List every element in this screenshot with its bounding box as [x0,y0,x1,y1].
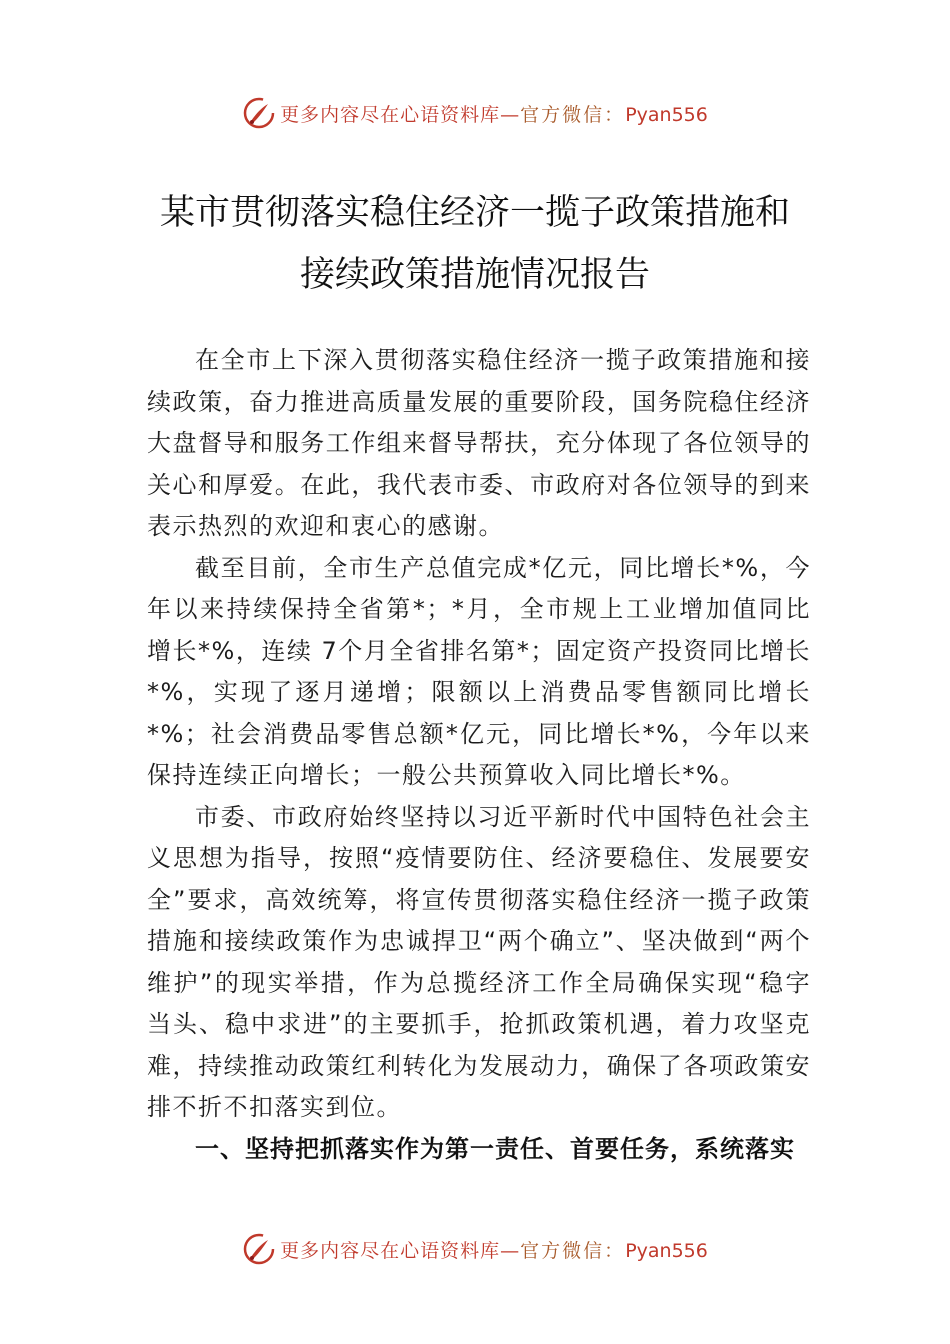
watermark-id: Pyan556 [625,103,708,126]
ink-brush-logo-icon [242,96,276,130]
watermark-label: 官方微信： [520,1239,626,1262]
watermark-main: 更多内容尽在心语资料库 [280,103,501,126]
watermark-label: 官方微信： [520,103,626,126]
watermark-text [280,100,708,127]
watermark-text [280,1236,708,1263]
watermark-footer [0,1232,950,1266]
title-line-2: 接续政策措施情况报告 [299,255,650,295]
watermark-header [0,96,950,130]
ink-brush-logo-icon [242,1232,276,1266]
paragraph-policy: 市委、市政府始终坚持以习近平新时代中国特色社会主义思想为指导，按照“疫情要防住、经济要稳住、发展要安全”要求，高效统筹，将宣传贯彻落实稳住经济一揽子政策措施和接续政策作为忠诚捍卫“两个确立”、坚决做到“两个维护”的现实举措，作为总揽经济工作全局确保实现“稳字当头、稳中求进”的主要抓手，抢抓政策机遇，着力攻坚克难，持续推动政策红利转化为发展动力，确保了各项政策安排不折不扣落实到位。 [147,802,811,1121]
title-line-1: 某市贯彻落实稳住经济一揽子政策措施和 [159,193,790,233]
watermark-main: 更多内容尽在心语资料库 [280,1239,501,1262]
section-heading: 一、坚持把抓落实作为第一责任、首要任务，系统落实 [195,1134,795,1163]
watermark-id: Pyan556 [625,1239,708,1262]
document-title [60,182,890,306]
paragraph-statistics: 截至目前，全市生产总值完成*亿元，同比增长*%，今年以来持续保持全省第*；*月，全市规上工业增加值同比增长*%，连续 7个月全省排名第*；固定资产投资同比增长*%，实现了逐月递增；限额以上消费品零售额同比增长*%；社会消费品零售总额*亿元，同比增长*%，今年以来保持连续正向增长；一般公共预算收入同比增长*%。 [147,553,811,789]
document-body [147,340,811,1170]
watermark-separator: — [500,103,521,126]
paragraph-intro: 在全市上下深入贯彻落实稳住经济一揽子政策措施和接续政策，奋力推进高质量发展的重要阶段，国务院稳住经济大盘督导和服务工作组来督导帮扶，充分体现了各位领导的关心和厚爱。在此，我代表市委、市政府对各位领导的到来表示热烈的欢迎和衷心的感谢。 [147,346,811,540]
watermark-separator: — [500,1239,521,1262]
